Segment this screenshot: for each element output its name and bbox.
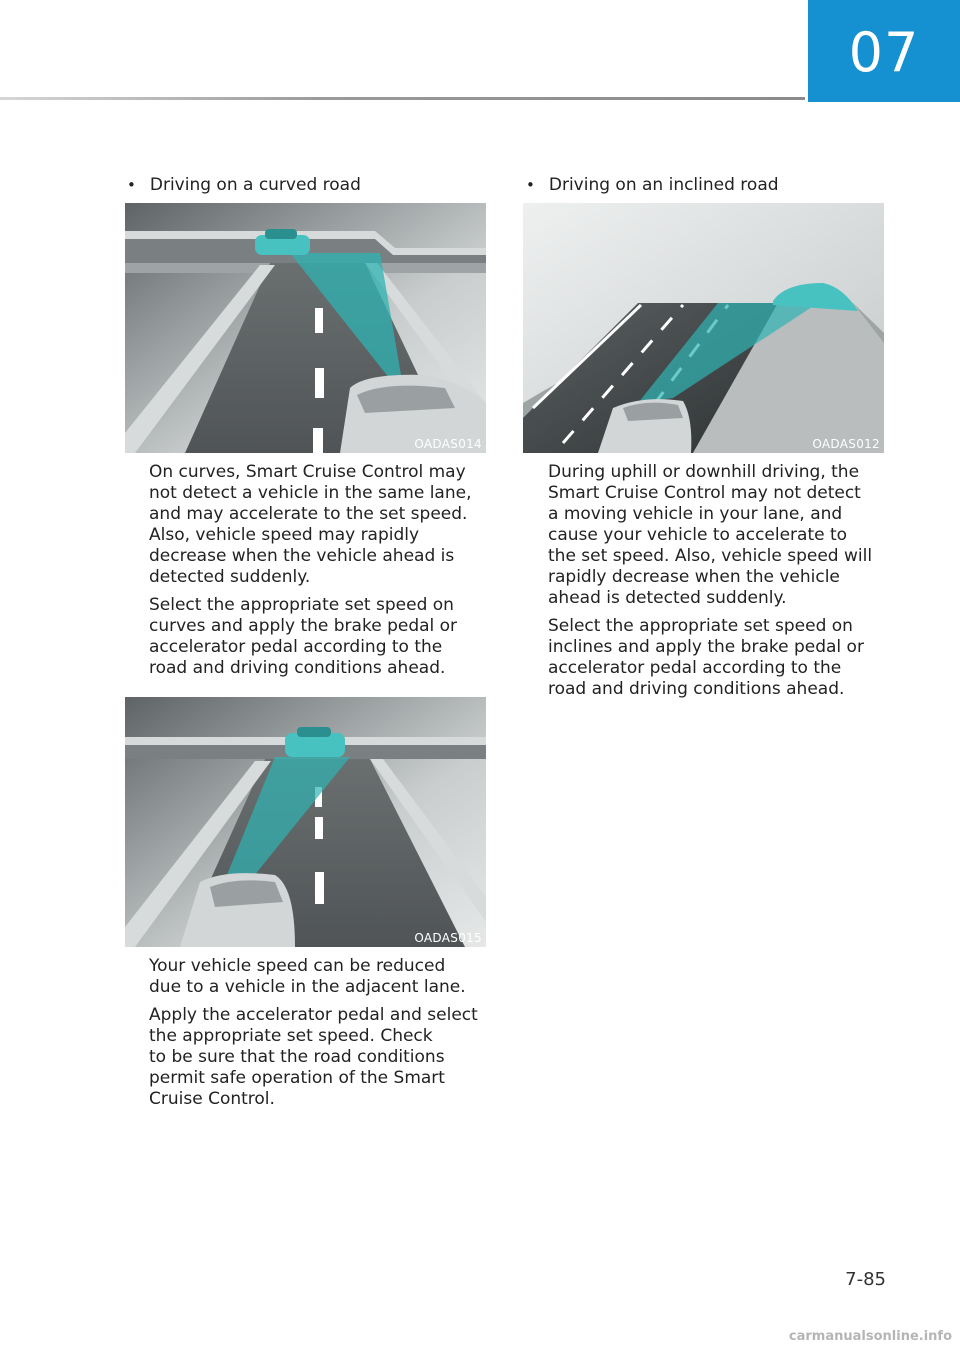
figure-code: OADAS015: [414, 931, 482, 945]
paragraph-adjacent-1: Your vehicle speed can be reduced due to a vehicle in the adjacent lane.: [149, 956, 466, 997]
bullet-icon: •: [127, 176, 136, 194]
adjacent-lane-illustration: [125, 697, 486, 947]
paragraph-curved-1: On curves, Smart Cruise Control may not detect a vehicle in the same lane, and may accelerate to the set speed. Also, vehicle speed may rapidly decrease when the vehicle ahead is detected suddenly.: [149, 462, 472, 587]
paragraph-adjacent-2: Apply the accelerator pedal and select the appropriate set speed. Check to be sure that the road conditions permit safe operation of the Smart Cruise Control.: [149, 1005, 478, 1109]
figure-inclined-road: [523, 203, 884, 453]
paragraph-curved-2: Select the appropriate set speed on curves and apply the brake pedal or accelerator pedal according to the road and driving conditions ahead.: [149, 595, 458, 678]
chapter-tab: 07: [808, 0, 960, 102]
figure-code: OADAS014: [414, 437, 482, 451]
bullet-label: Driving on an inclined road: [548, 175, 779, 195]
bullet-item-curved-road: [127, 175, 361, 195]
paragraph-inclined-2: Select the appropriate set speed on inclines and apply the brake pedal or accelerator pedal according to the road and driving conditions ahead.: [548, 616, 864, 699]
header-rule: [0, 97, 805, 100]
curved-road-illustration: [125, 203, 486, 453]
bullet-label: Driving on a curved road: [149, 175, 361, 195]
figure-code: OADAS012: [812, 437, 880, 451]
figure-adjacent-lane: [125, 697, 486, 947]
inclined-road-illustration: [523, 203, 884, 453]
bullet-icon: •: [526, 176, 535, 194]
paragraph-inclined-1: During uphill or downhill driving, the Smart Cruise Control may not detect a moving vehicle in your lane, and cause your vehicle to accelerate to the set speed. Also, vehicle speed will rapidly decrease when the vehicle ahead is detected suddenly.: [548, 462, 873, 608]
figure-curved-road: [125, 203, 486, 453]
bullet-item-inclined-road: [526, 175, 779, 195]
watermark: carmanualsonline.info: [788, 1329, 952, 1344]
page-number: 7-85: [845, 1269, 886, 1290]
